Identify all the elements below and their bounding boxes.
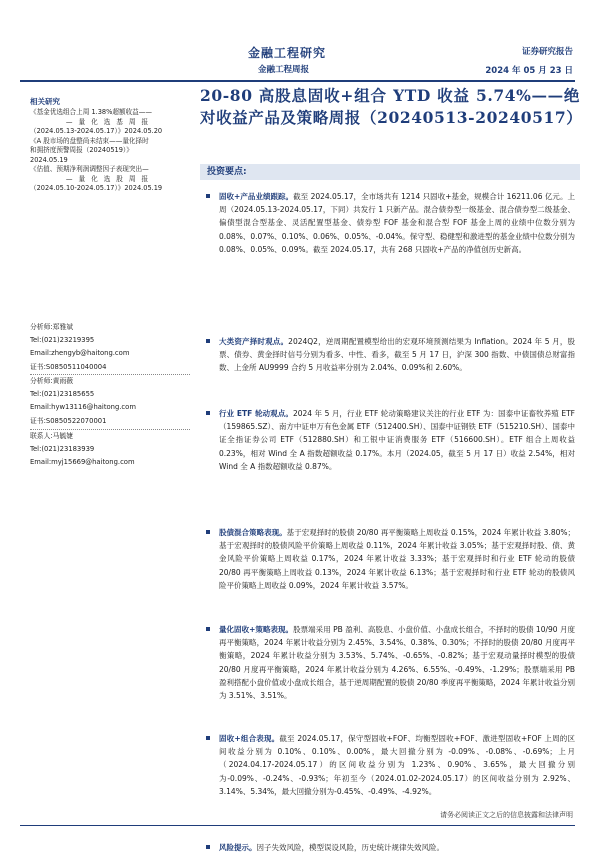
related-research-heading: 相关研究	[30, 97, 60, 106]
bullet-icon	[206, 530, 210, 534]
bullet-icon	[206, 194, 210, 198]
section-text: 截至 2024.05.17，保守型固收+FOF、均衡型固收+FOF、激进型固收+FOF 上周的区间收益分别为 0.10%、0.10%、0.00%，最大回撤分别为 -0.09%、-0.08%、-0.69%；上月（2024.04.17-2024.05.17）的区间收益分别为 1.23%、0.90%、3.65%，最大回撤分别为-0.09%、-0.24%、-0.93%；年初至今（2024.01.02-2024.05.17）的区间收益分别为 2.92%、3.14%、5.34%，最大回撤分别为-0.45%、-0.49%、-4.92%。	[219, 734, 575, 796]
contact-tel: Tel:(021)23183939	[30, 445, 95, 454]
report-type-label: 证券研究报告	[521, 47, 573, 57]
bullet-icon	[206, 339, 210, 343]
contact-name: 联系人:马毓婕	[30, 432, 74, 440]
highlight-section	[203, 623, 575, 702]
analyst-block	[30, 375, 190, 428]
section-text: 股票端采用 PB 盈利、高股息、小盘价值、小盘成长组合，不择时的股债 10/90 月度再平衡策略，2024 年累计收益分别为 2.45%、3.54%、0.38%、0.30%；不择时的股债 20/80 月度再平衡策略，2024 年累计收益分别为 3.53%、5.74%、-0.65%、-0.82%；基于宏观动量择时模型的股债 20/80 月度再平衡策略，2024 年累计收益分别为 4.26%、6.55%、-0.49%、-1.29%；股票端采用 PB 盈利搭配小盘价值或小盘成长组合，基于逆周期配置的股债 20/80 季度再平衡策略，2024 年累计收益分别为 3.51%、3.51%。	[219, 625, 575, 701]
related-item[interactable]	[30, 165, 190, 194]
highlight-section	[203, 732, 575, 798]
related-item-line: （2024.05.10-2024.05.17）》2024.05.19	[30, 184, 163, 192]
section-text: 2024 年 5 月，行业 ETF 轮动策略建议关注的行业 ETF 为：国泰中证畜牧养殖 ETF（159865.SZ）、南方中证申万有色金属 ETF（512400.SH）、国泰中证钢铁 ETF（515210.SH）、国泰中证全指证券公司 ETF（512880.SH）和工银中证消费服务 ETF（516600.SH）。ETF 组合上周收益 0.23%，相对 Wind 全 A 指数超额收益 0.17%。本月（2024.05，截至 5 月 17 日）收益 2.54%，相对 Wind 全 A 指数超额收益 0.87%。	[219, 409, 575, 471]
related-item-line: 《基金优选组合上周 1.38%超额收益——	[30, 108, 152, 116]
analyst-tel: Tel:(021)23219395	[30, 336, 95, 345]
bullet-icon	[206, 411, 210, 415]
section-title: 固收+组合表现。	[219, 734, 280, 743]
related-research-list	[30, 108, 190, 194]
footer-divider	[20, 825, 575, 826]
related-item-line: —量化选股周报	[65, 174, 155, 183]
related-item-line: 《估值、预期净利润调整因子表现突出—	[30, 165, 149, 173]
related-item-line: 和拥挤度预警周报（20240519）》	[30, 146, 133, 154]
related-item-line: 2024.05.19	[30, 155, 68, 164]
highlight-section	[203, 407, 575, 473]
related-item-line: （2024.05.13-2024.05.17）》2024.05.20	[30, 127, 163, 135]
section-title: 风险提示。	[219, 843, 257, 852]
highlight-section	[203, 190, 575, 256]
analyst-name: 分析师:黄雨薇	[30, 377, 74, 385]
section-title: 行业 ETF 轮动观点。	[219, 409, 293, 418]
investment-highlights-heading: 投资要点:	[200, 164, 580, 180]
header-divider	[20, 80, 575, 82]
analyst-email[interactable]: Email:zhengyb@haitong.com	[30, 349, 130, 358]
analyst-name: 分析师:郑雅斌	[30, 323, 74, 331]
section-title: 量化固收+策略表现。	[219, 625, 294, 634]
bullet-icon	[206, 845, 210, 849]
bullet-icon	[206, 736, 210, 740]
analyst-email[interactable]: Email:hyw13116@haitong.com	[30, 403, 136, 412]
section-title: 股债混合策略表现。	[219, 528, 287, 537]
contact-block	[30, 430, 190, 470]
highlight-section	[203, 841, 575, 854]
analyst-tel: Tel:(021)23185655	[30, 390, 95, 399]
related-item-line: 《A 股市场的盘整尚未结束——量化择时	[30, 136, 149, 145]
section-title: 大类资产择时观点。	[219, 337, 289, 346]
analyst-block	[30, 321, 190, 374]
related-item[interactable]	[30, 137, 190, 166]
section-title: 固收+产品业绩跟踪。	[219, 192, 294, 201]
highlight-section	[203, 335, 575, 375]
section-text: 因子失效风险，模型误设风险，历史统计规律失效风险。	[256, 843, 444, 852]
header-title: 金融工程研究	[248, 46, 327, 60]
analyst-cert: 证书:S0850522070001	[30, 416, 107, 425]
section-text: 截至 2024.05.17，全市场共有 1214 只固收+基金，规模合计 16211.06 亿元。上周（2024.05.13-2024.05.17，下同）共发行 1 只新产品。混合债券型一级基金、混合债券型二级基金、偏债型混合型基金、灵活配置型基金、债券型 FOF 基金和混合型 FOF 基金上周的业绩中位数分别为 0.08%、0.07%、0.10%、0.06%、0.05%、-0.04%。保守型、稳健型和激进型的基金业绩中位数分别为 0.08%、0.05%、0.09%。截至 2024.05.17，共有 268 只固收+产品的净值创历史新高。	[219, 192, 575, 254]
disclaimer-notice: 请务必阅读正文之后的信息披露和法律声明	[440, 811, 573, 819]
report-title: 20-80 高股息固收+组合 YTD 收益 5.74%——绝对收益产品及策略周报（20240513-20240517）	[200, 86, 583, 127]
section-text: 2024Q2，逆周期配置模型给出的宏观环境预测结果为 Inflation。2024 年 5 月，股票、债券、黄金择时信号分别为看多、中性、看多，截至 5 月 17 日，沪深 300 指数、中债国债总财富指数、上金所 AU9999 合约 5 月收益率分别为 2.04%、0.09%和 2.60%。	[219, 337, 576, 373]
related-item[interactable]	[30, 108, 190, 137]
header-subtitle: 金融工程周报	[258, 65, 310, 75]
related-item-line: —量化选基周报	[65, 117, 155, 126]
report-date: 2024 年 05 月 23 日	[485, 66, 573, 76]
highlight-section	[203, 526, 575, 592]
analyst-cert: 证书:S0850511040004	[30, 362, 107, 371]
section-text: 基于宏观择时的股债 20/80 再平衡策略上周收益 0.15%，2024 年累计收益 3.80%；基于宏观择时的股债风险平价策略上周收益 0.11%，2024 年累计收益 3.05%；基于宏观择时股、债、黄金风险平价策略上周收益 0.17%，2024 年累计收益 3.33%；基于宏观择时和行业 ETF 轮动的股债 20/80 再平衡策略上周收益 0.13%，2024 年累计收益 6.13%；基于宏观择时和行业 ETF 轮动的股债风险平价策略上周收益 0.09%，2024 年累计收益 3.57%。	[219, 528, 575, 590]
bullet-icon	[206, 627, 210, 631]
contact-email[interactable]: Email:myj15669@haitong.com	[30, 458, 135, 467]
